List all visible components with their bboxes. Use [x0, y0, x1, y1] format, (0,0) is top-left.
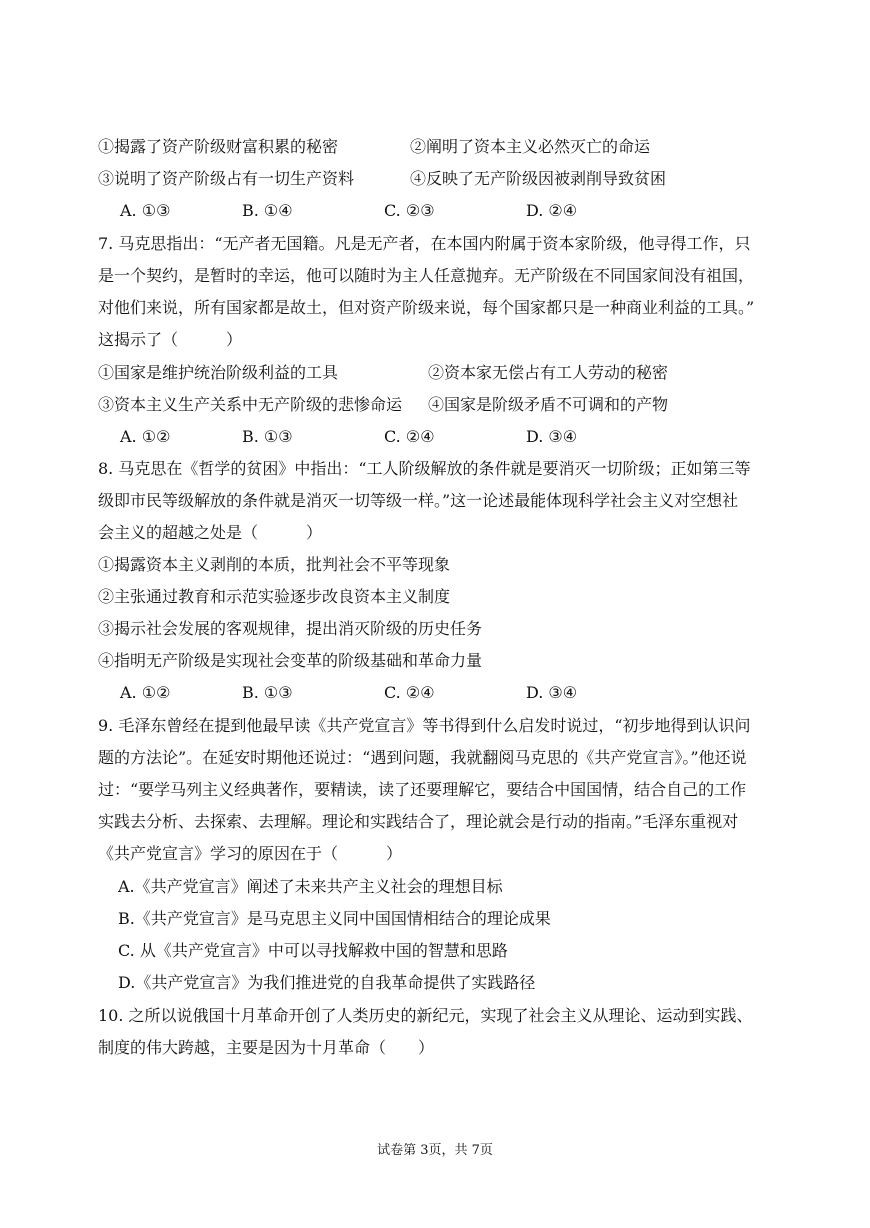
q6-statement-1: ①揭露了资产阶级财富积累的秘密 [98, 137, 339, 156]
q9-choice-b: B.《共产党宣言》是马克思主义同中国国情相结合的理论成果 [118, 909, 551, 928]
q6-statement-4: ④反映了无产阶级因被剥削导致贫困 [410, 169, 667, 188]
q7-stem-line-1: 7. 马克思指出：“无产者无国籍。凡是无产者，在本国内附属于资本家阶级，他寻得工作，只 [98, 234, 751, 253]
q7-statement-1: ①国家是维护统治阶级利益的工具 [98, 363, 339, 382]
q7-choices [120, 426, 720, 448]
q7-statements-row-1 [98, 362, 798, 384]
q8-statement-4: ④指明无产阶级是实现社会变革的阶级基础和革命力量 [98, 651, 483, 670]
q6-choice-c: C. ②③ [384, 201, 435, 220]
q8-choice-b: B. ①③ [242, 683, 293, 702]
q7-stem-line-3: 对他们来说，所有国家都是故土，但对资产阶级来说，每个国家都只是一种商业利益的工具。” [98, 298, 755, 317]
q6-statement-3: ③说明了资产阶级占有一切生产资料 [98, 169, 355, 188]
q9-stem-line-2: 题的方法论”。在延安时期他还说过：“遇到问题，我就翻阅马克思的《共产党宣言》。”他还说 [98, 748, 747, 767]
q8-stem-line-3: 会主义的超越之处是（ ） [98, 523, 323, 542]
q8-choice-c: C. ②④ [384, 683, 435, 702]
q7-statement-3: ③资本主义生产关系中无产阶级的悲惨命运 [98, 395, 403, 414]
q6-choice-a: A. ①③ [120, 201, 171, 220]
q6-statements-row-1 [98, 136, 798, 158]
q9-choice-a: A.《共产党宣言》阐述了未来共产主义社会的理想目标 [118, 877, 503, 896]
q9-choice-c: C. 从《共产党宣言》中可以寻找解救中国的智慧和思路 [118, 941, 508, 960]
q8-choices [120, 682, 720, 704]
q9-stem-line-3: 过：“要学马列主义经典著作，要精读，读了还要理解它，要结合中国国情，结合自己的工作 [98, 780, 747, 799]
q7-statements-row-2 [98, 394, 798, 416]
q10-stem-line-1: 10. 之所以说俄国十月革命开创了人类历史的新纪元，实现了社会主义从理论、运动到实践、 [98, 1006, 753, 1025]
q9-stem-line-1: 9. 毛泽东曾经在提到他最早读《共产党宣言》等书得到什么启发时说过，“初步地得到认识问 [98, 716, 751, 735]
q6-choice-d: D. ②④ [526, 201, 578, 220]
q7-choice-b: B. ①③ [242, 427, 293, 446]
q6-statements-row-2 [98, 168, 798, 190]
q9-stem-line-4: 实践去分析、去探索、去理解。理论和实践结合了，理论就会是行动的指南。”毛泽东重视对 [98, 812, 739, 831]
q8-stem-line-1: 8. 马克思在《哲学的贫困》中指出：“工人阶级解放的条件就是要消灭一切阶级；正如第三等 [98, 459, 751, 478]
q7-choice-d: D. ③④ [526, 427, 578, 446]
q9-choice-d: D.《共产党宣言》为我们推进党的自我革命提供了实践路径 [118, 973, 536, 992]
q10-stem-line-2: 制度的伟大跨越，主要是因为十月革命（ ） [98, 1038, 435, 1057]
q6-statement-2: ②阐明了资本主义必然灭亡的命运 [410, 137, 651, 156]
q8-statement-3: ③揭示社会发展的客观规律，提出消灭阶级的历史任务 [98, 619, 483, 638]
page-footer: 试卷第 3页，共 7页 [377, 1143, 493, 1158]
q7-statement-2: ②资本家无偿占有工人劳动的秘密 [428, 363, 669, 382]
q8-statement-2: ②主张通过教育和示范实验逐步改良资本主义制度 [98, 587, 451, 606]
q9-stem-line-5: 《共产党宣言》学习的原因在于（ ） [98, 844, 403, 863]
q6-choices [120, 200, 720, 222]
q7-statement-4: ④国家是阶级矛盾不可调和的产物 [428, 395, 669, 414]
q8-stem-line-2: 级即市民等级解放的条件就是消灭一切等级一样。”这一论述最能体现科学社会主义对空想社 [98, 491, 739, 510]
q7-choice-a: A. ①② [120, 427, 171, 446]
q6-choice-b: B. ①④ [242, 201, 293, 220]
q8-choice-a: A. ①② [120, 683, 171, 702]
q7-choice-c: C. ②④ [384, 427, 435, 446]
q8-choice-d: D. ③④ [526, 683, 578, 702]
q7-stem-line-4: 这揭示了（ ） [98, 330, 243, 349]
q8-statement-1: ①揭露资本主义剥削的本质，批判社会不平等现象 [98, 555, 451, 574]
q7-stem-line-2: 是一个契约，是暂时的幸运，他可以随时为主人任意抛弃。无产阶级在不同国家间没有祖国， [98, 266, 755, 285]
